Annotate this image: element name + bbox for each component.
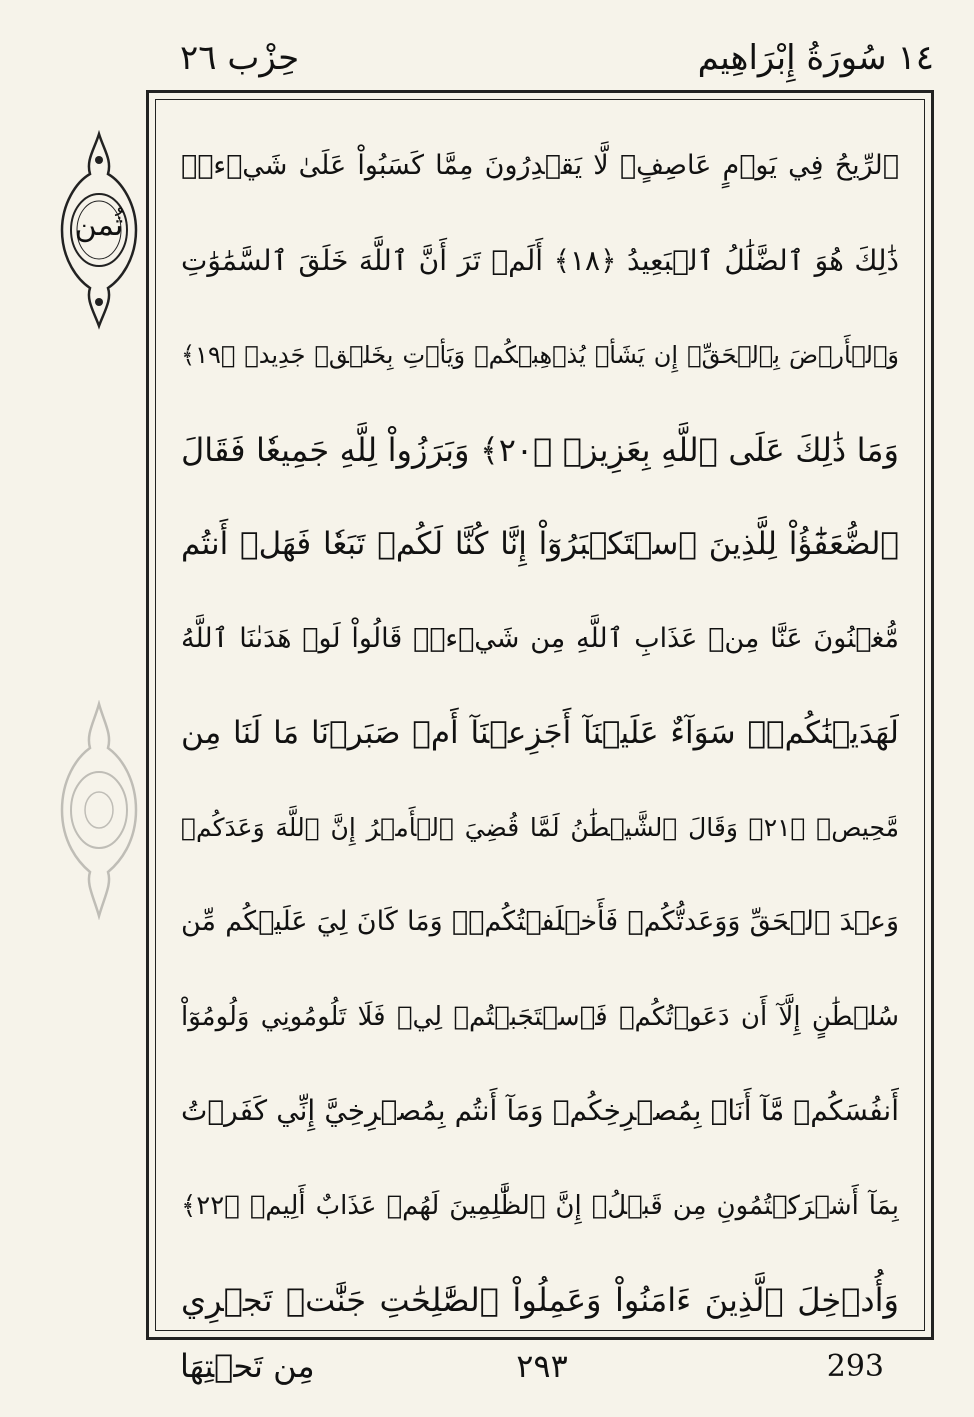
verse-lines [181, 119, 899, 1348]
page-number-latin: 293 [826, 1349, 884, 1384]
verse-line: مَّحِيصٖ ﴿٢١﴾ وَقَالَ ٱلشَّيۡطَٰنُ لَمَّا قُضِيَ ٱلۡأَمۡرُ إِنَّ ٱللَّهَ وَعَدَكُمۡ [181, 812, 899, 842]
catchword: مِن تَحۡتِهَا [180, 1347, 315, 1385]
faded-medallion-icon [58, 700, 140, 920]
verse-line: ٱلضُّعَفَٰٓؤُاْ لِلَّذِينَ ٱسۡتَكۡبَرُوٓاْ إِنَّا كُنَّا لَكُمۡ تَبَعٗا فَهَلۡ أَنتُم [181, 526, 899, 562]
verse-line: سُلۡطَٰنٍ إِلَّآ أَن دَعَوۡتُكُمۡ فَٱسۡتَجَبۡتُمۡ لِيۖ فَلَا تَلُومُونِي وَلُومُوٓاْ [181, 1001, 899, 1032]
page-header [150, 38, 934, 90]
quarter-marker-label: ثُمن [74, 208, 124, 243]
quarter-marker-ornament [58, 130, 140, 330]
faded-ornament [58, 700, 140, 920]
verse-line: أَنفُسَكُمۖ مَّآ أَنَا۠ بِمُصۡرِخِكُمۡ وَمَآ أَنتُم بِمُصۡرِخِيَّ إِنِّي كَفَرۡتُ [181, 1094, 899, 1127]
verse-line: بِمَآ أَشۡرَكۡتُمُونِ مِن قَبۡلُۗ إِنَّ ٱلظَّٰلِمِينَ لَهُمۡ عَذَابٌ أَلِيمٞ ﴿٢٢﴾ [181, 1190, 899, 1221]
verse-line: وَمَا ذَٰلِكَ عَلَى ٱللَّهِ بِعَزِيزٖ ﴿٢٠﴾ وَبَرَزُواْ لِلَّهِ جَمِيعٗا فَقَالَ [181, 430, 899, 469]
verse-line: ٱلرِّيحُ فِي يَوۡمٍ عَاصِفٍۖ لَّا يَقۡدِرُونَ مِمَّا كَسَبُواْ عَلَىٰ شَيۡءٖۚ [181, 150, 899, 181]
verse-line: وَٱلۡأَرۡضَ بِٱلۡحَقِّۚ إِن يَشَأۡ يُذۡهِبۡكُمۡ وَيَأۡتِ بِخَلۡقٖ جَدِيدٖ ﴿١٩﴾ [181, 341, 899, 369]
verse-line: وَأُدۡخِلَ ٱلَّذِينَ ءَامَنُواْ وَعَمِلُواْ ٱلصَّٰلِحَٰتِ جَنَّٰتٖ تَجۡرِي [181, 1281, 899, 1319]
hizb-label: حِزْب ٢٦ [180, 38, 300, 78]
page-footer [150, 1343, 934, 1399]
verse-line: ذَٰلِكَ هُوَ ٱلضَّلَٰلُ ٱلۡبَعِيدُ ﴿١٨﴾ أَلَمۡ تَرَ أَنَّ ٱللَّهَ خَلَقَ ٱلسَّمَٰوَٰتِ [181, 243, 899, 277]
text-frame [146, 90, 934, 1340]
surah-title: ١٤ سُورَةُ إِبْرَاهِيم [697, 38, 934, 78]
verse-line: لَهَدَيۡنَٰكُمۡۖ سَوَآءٌ عَلَيۡنَآ أَجَزِعۡنَآ أَمۡ صَبَرۡنَا مَا لَنَا مِن [181, 715, 899, 751]
verse-line: وَعۡدَ ٱلۡحَقِّ وَوَعَدتُّكُمۡ فَأَخۡلَفۡتُكُمۡۖ وَمَا كَانَ لِيَ عَلَيۡكُم مِّن [181, 906, 899, 937]
verse-line: مُّغۡنُونَ عَنَّا مِنۡ عَذَابِ ٱللَّهِ مِن شَيۡءٖۚ قَالُواْ لَوۡ هَدَىٰنَا ٱللَّهُ [181, 622, 899, 654]
page-number-arabic: ٢٩٣ [516, 1347, 568, 1385]
